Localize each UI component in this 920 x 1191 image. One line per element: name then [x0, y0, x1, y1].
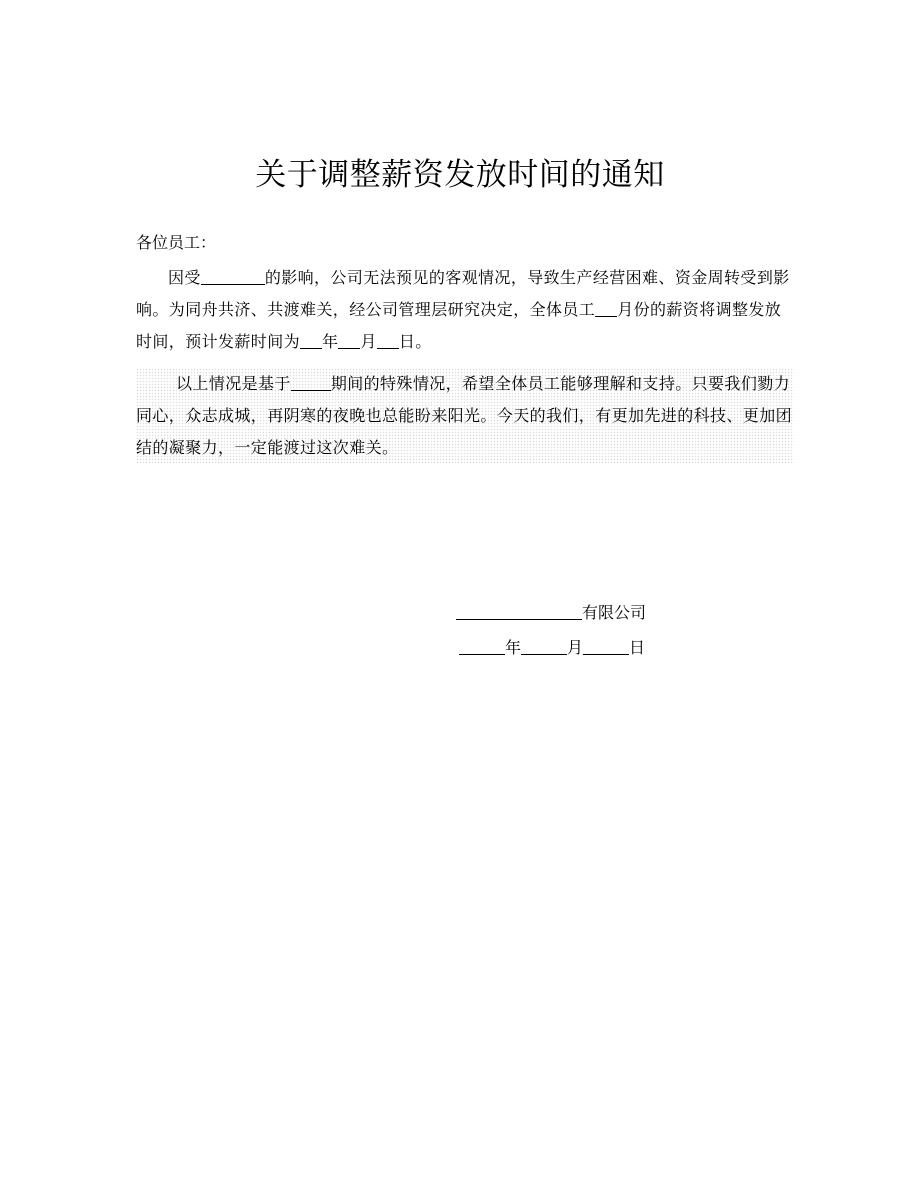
- pay-month-blank: [338, 332, 360, 349]
- paragraph1-text-3: 月份的薪资将调整发放时间，预计发薪时间为: [136, 300, 782, 351]
- company-name-blank: [456, 603, 582, 620]
- pay-year-blank: [300, 332, 322, 349]
- period-blank: [291, 374, 331, 391]
- company-suffix: 有限公司: [582, 603, 647, 622]
- paragraph-support: [136, 368, 794, 464]
- cause-blank: [201, 268, 265, 285]
- sign-day-label: 日: [629, 638, 646, 657]
- paragraph-notice: [136, 262, 794, 358]
- sign-day-blank: [583, 638, 629, 655]
- paragraph1-text-2: 的影响，公司无法预见的客观情况，导致生产经营困难、资金周转受到影响。为同舟共济、共渡难关，经公司管理层研究决定，全体员工: [136, 268, 790, 319]
- paragraph2-text-2: 期间的特殊情况，希望全体员工能够理解和支持。只要我们勠力同心，众志成城，再阴寒的夜晚也总能盼来阳光。今天的我们，有更加先进的科技、更加团结的凝聚力，一定能渡过这次难关。: [136, 374, 793, 457]
- paragraph1-text-6: 日。: [398, 332, 432, 351]
- paragraph1-text-5: 月: [360, 332, 377, 351]
- sign-year-label: 年: [505, 638, 522, 657]
- paragraph1-text-4: 年: [322, 332, 339, 351]
- signature-company: [456, 599, 646, 627]
- pay-day-blank: [377, 332, 399, 349]
- notice-title: 关于调整薪资发放时间的通知: [255, 157, 665, 193]
- sign-year-blank: [459, 638, 505, 655]
- paragraph2-text-1: 以上情况是基于: [176, 374, 291, 393]
- sign-month-blank: [521, 638, 567, 655]
- paragraph1-text-1: 因受: [168, 268, 201, 287]
- signature-date: [459, 634, 645, 662]
- sign-month-label: 月: [567, 638, 584, 657]
- salary-month-blank: [595, 300, 617, 317]
- salutation: 各位员工：: [136, 233, 217, 252]
